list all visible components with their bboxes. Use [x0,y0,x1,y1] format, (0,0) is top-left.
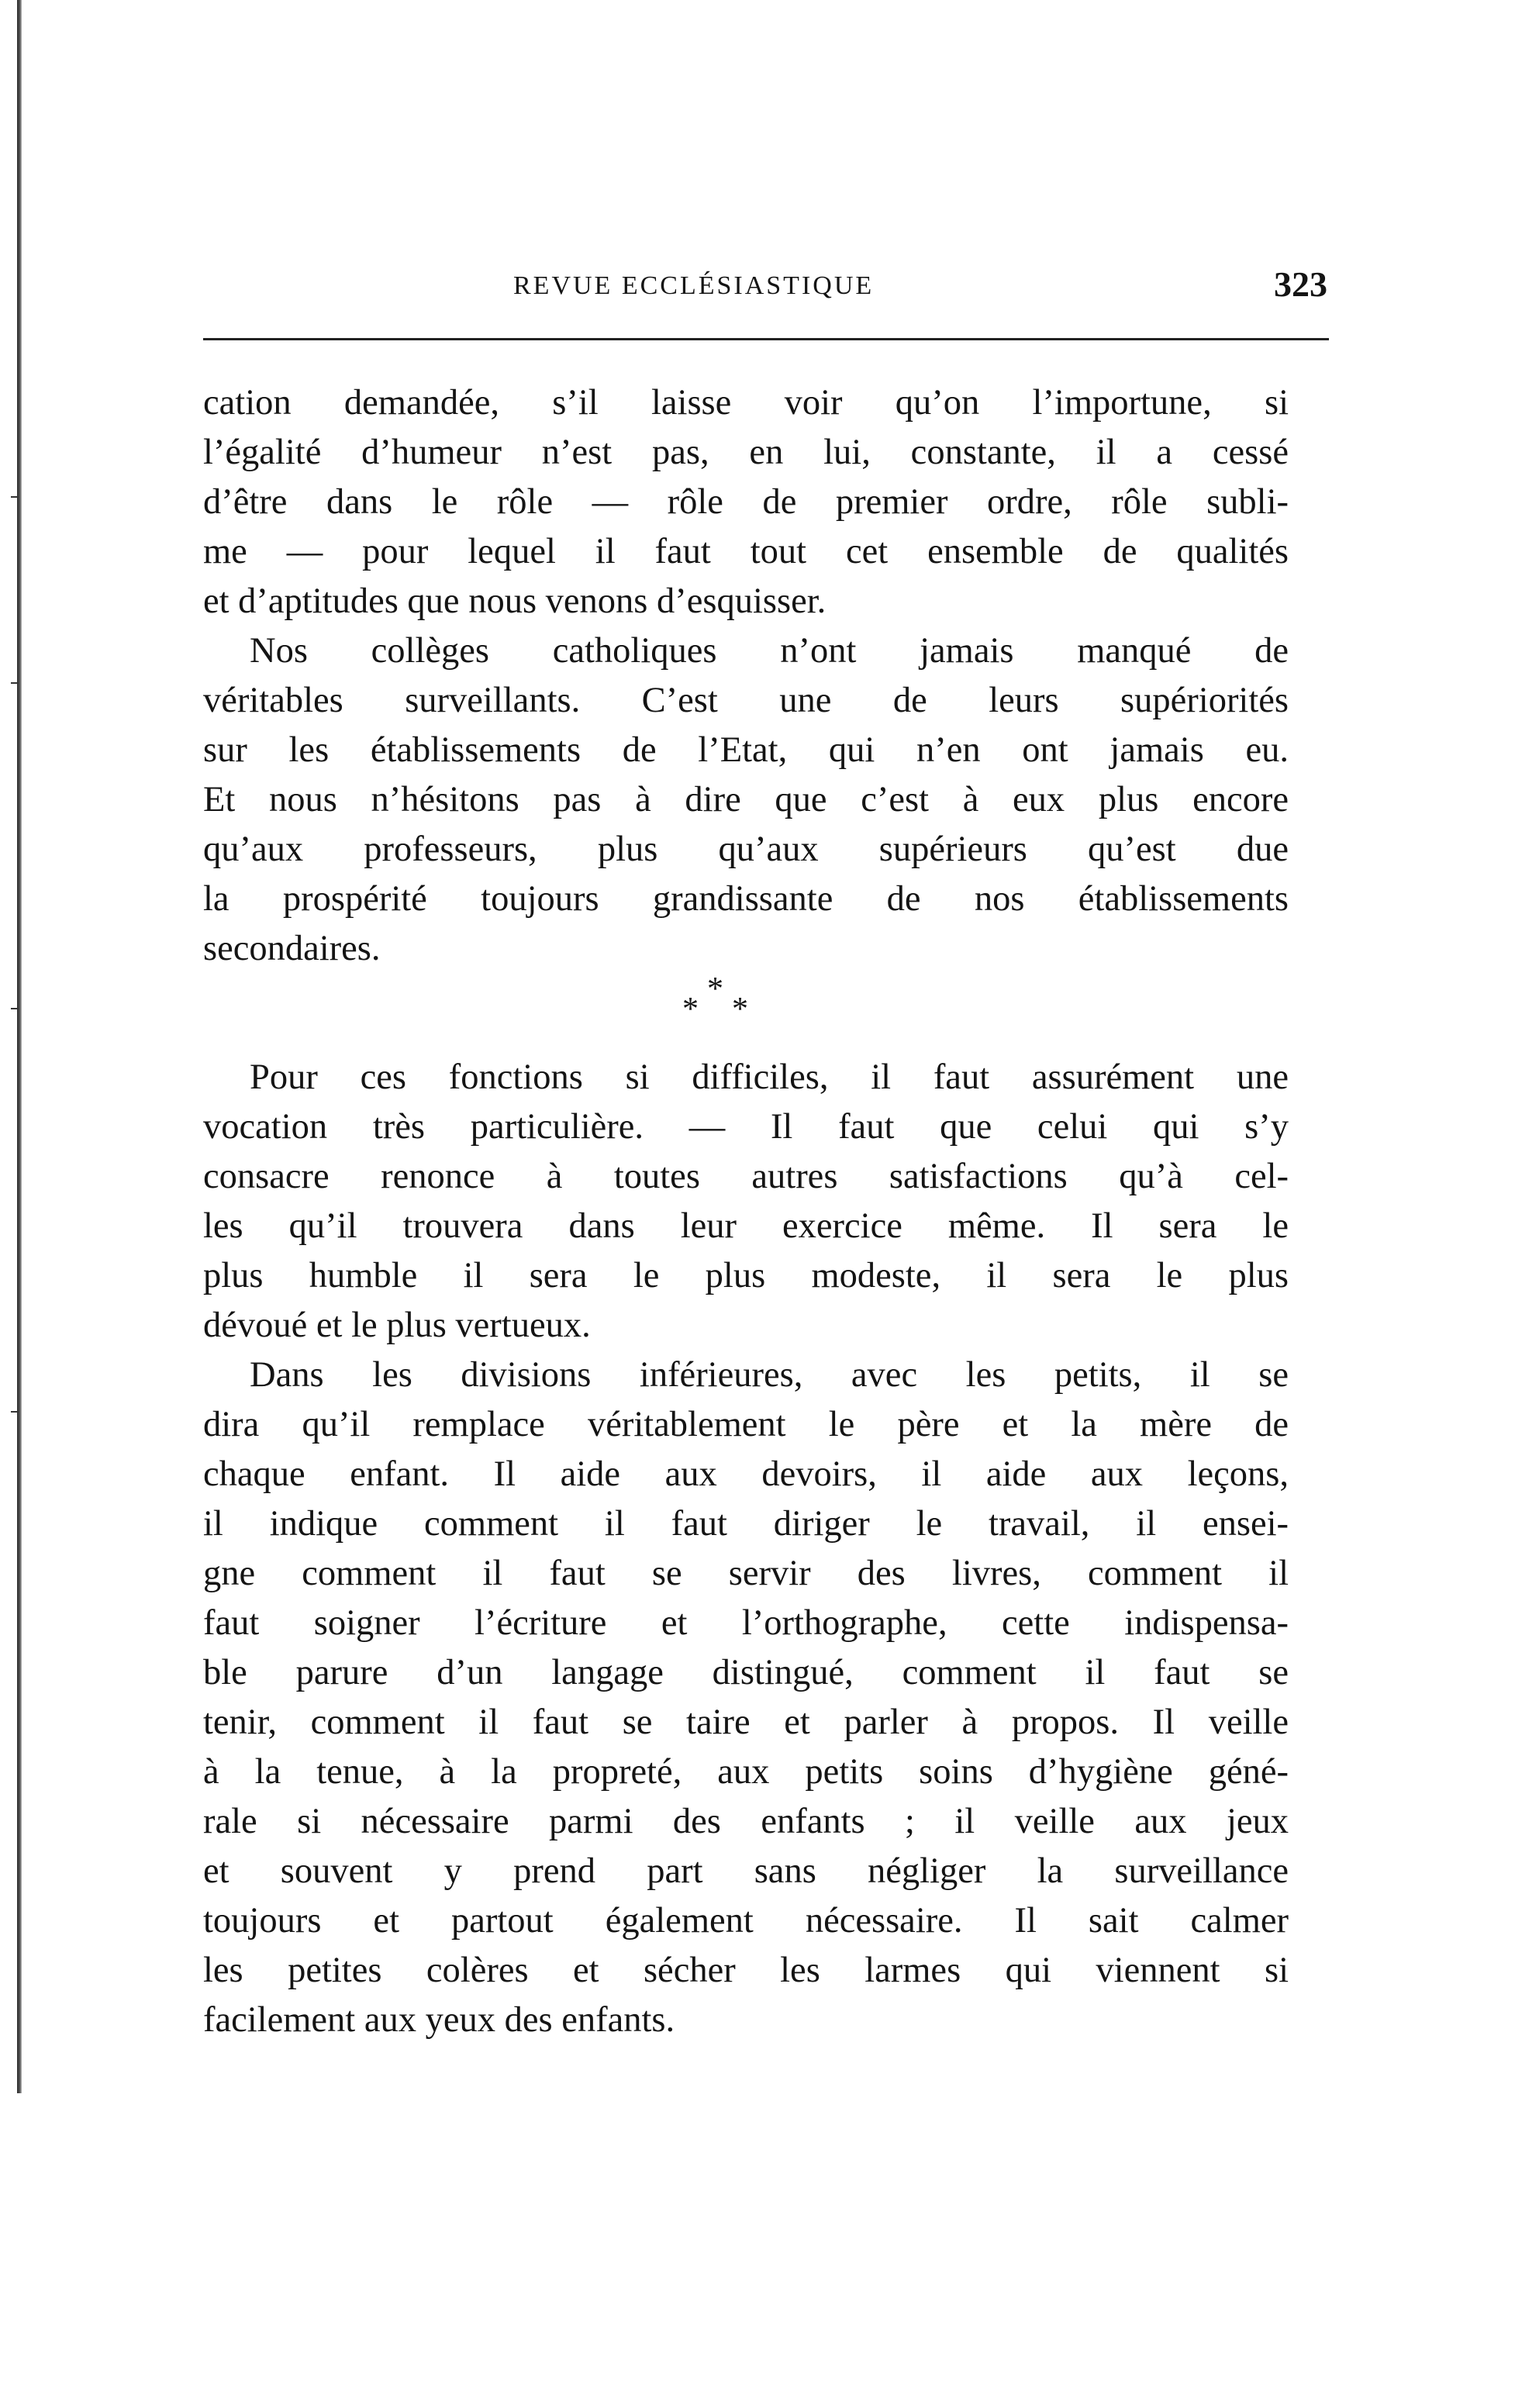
binding-mark [11,1008,19,1009]
text-line: dira qu’il remplace véritablement le père et la mère de [203,1405,1289,1444]
text-line: qu’aux professeurs, plus qu’aux supérieurs qu’est due [203,830,1289,869]
text-line: secondaires. [203,929,381,968]
text-line: véritables surveillants. C’est une de leurs supériorités [203,681,1289,720]
text-line: rale si nécessaire parmi des enfants ; il veille aux jeux [203,1802,1289,1841]
text-line: d’être dans le rôle — rôle de premier ordre, rôle subli- [203,482,1289,522]
page-number: 323 [1274,264,1327,304]
text-line: gne comment il faut se servir des livres, comment il [203,1554,1289,1593]
text-line: consacre renonce à toutes autres satisfactions qu’à cel- [203,1157,1289,1196]
text-line: chaque enfant. Il aide aux devoirs, il aide aux leçons, [203,1454,1289,1494]
text-line: il indique comment il faut diriger le travail, il ensei- [203,1504,1289,1544]
text-line: toujours et partout également nécessaire. Il sait calmer [203,1901,1289,1941]
text-line: faut soigner l’écriture et l’orthographe, cette indispensa- [203,1603,1289,1643]
text-line: dévoué et le plus vertueux. [203,1306,591,1345]
text-line: à la tenue, à la propreté, aux petits soins d’hygiène géné- [203,1752,1289,1792]
section-separator-asterism [682,973,760,1027]
text-line: les petites colères et sécher les larmes qui viennent si [203,1951,1289,1990]
text-line: me — pour lequel il faut tout cet ensemble de qualités [203,532,1289,571]
text-line: Dans les divisions inférieures, avec les petits, il se [250,1355,1289,1395]
running-head: REVUE ECCLÉSIASTIQUE [513,271,875,300]
text-line: sur les établissements de l’Etat, qui n’en ont jamais eu. [203,730,1289,770]
text-line: et d’aptitudes que nous venons d’esquisser. [203,581,827,621]
header-rule [203,338,1329,340]
binding-mark [11,1411,19,1413]
text-block-1 [203,378,1289,974]
text-line: plus humble il sera le plus modeste, il sera le plus [203,1256,1289,1295]
page-binding-edge [17,0,22,2093]
text-line: tenir, comment il faut se taire et parler à propos. Il veille [203,1703,1289,1742]
text-block-2 [203,1053,1289,2045]
text-line: Nos collèges catholiques n’ont jamais manqué de [250,631,1289,671]
text-line: vocation très particulière. — Il faut que celui qui s’y [203,1107,1289,1147]
text-line: cation demandée, s’il laisse voir qu’on l’importune, si [203,383,1289,423]
text-line: la prospérité toujours grandissante de nos établissements [203,879,1289,919]
text-line: ble parure d’un langage distingué, comment il faut se [203,1653,1289,1692]
text-line: et souvent y prend part sans négliger la surveillance [203,1851,1289,1891]
asterism-star: * [732,992,748,1027]
binding-mark [11,682,19,684]
page-header [203,264,1329,310]
text-line: Et nous n’hésitons pas à dire que c’est à eux plus encore [203,780,1289,819]
asterism-star: * [682,992,699,1027]
text-line: les qu’il trouvera dans leur exercice même. Il sera le [203,1206,1289,1246]
text-line: facilement aux yeux des enfants. [203,2000,675,2040]
binding-mark [11,496,19,498]
text-line: l’égalité d’humeur n’est pas, en lui, constante, il a cessé [203,433,1289,472]
asterism-star: * [707,971,723,1007]
text-line: Pour ces fonctions si difficiles, il faut assurément une [250,1057,1289,1097]
